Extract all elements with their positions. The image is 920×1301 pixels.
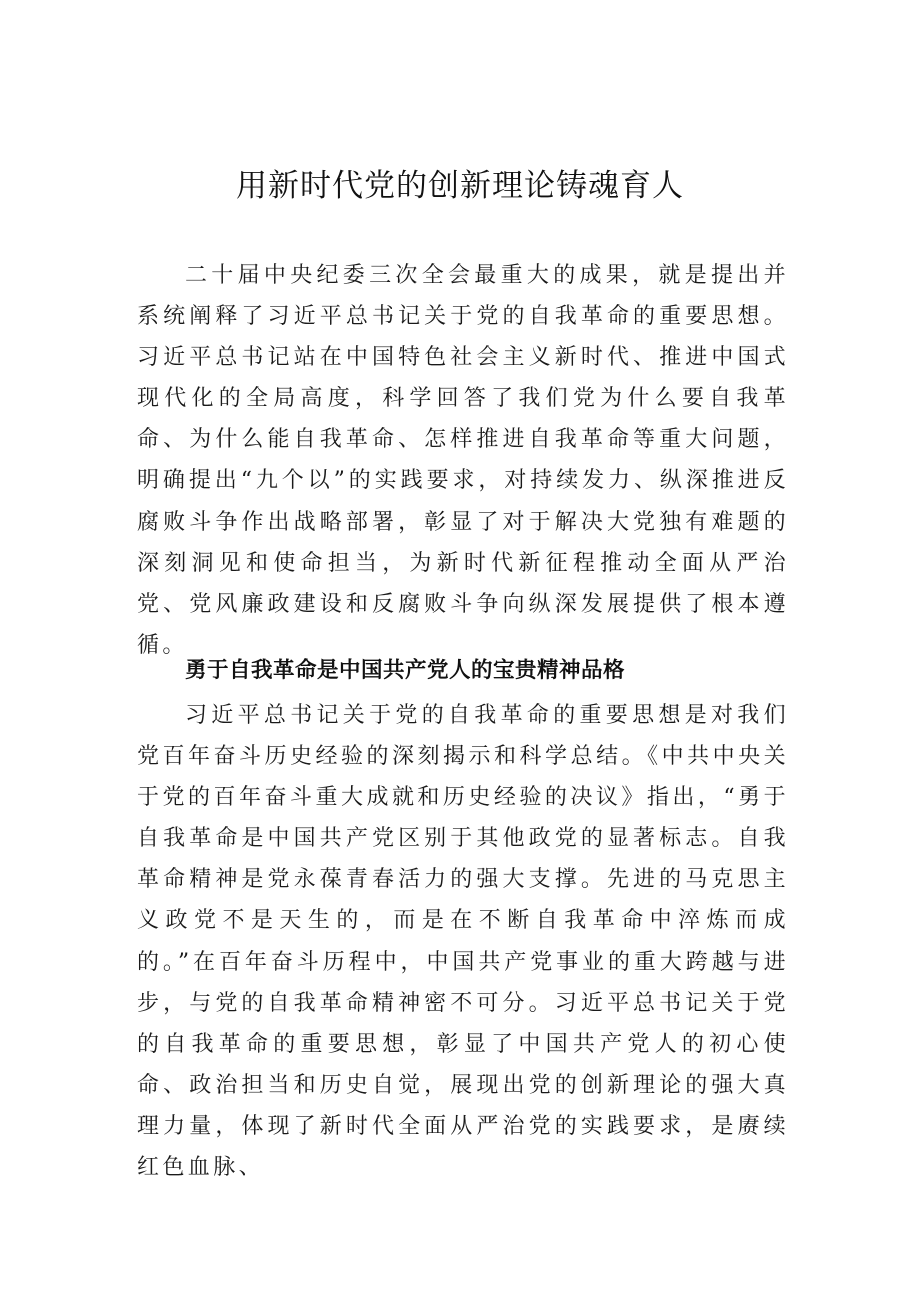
paragraph-section-body: 习近平总书记关于党的自我革命的重要思想是对我们党百年奋斗历史经验的深刻揭示和科学总结。《中共中央关于党的百年奋斗重大成就和历史经验的决议》指出，“勇于自我革命是中国共产党区别于其他政党的显著标志。自我革命精神是党永葆青春活力的强大支撑。先进的马克思主义政党不是天生的，而是在不断自我革命中淬炼而成的。”在百年奋斗历程中，中国共产党事业的重大跨越与进步，与党的自我革命精神密不可分。习近平总书记关于党的自我革命的重要思想，彰显了中国共产党人的初心使命、政治担当和历史自觉，展现出党的创新理论的强大真理力量，体现了新时代全面从严治党的实践要求，是赓续红色血脉、 — [137, 703, 789, 1181]
document-title: 用新时代党的创新理论铸魂育人 — [236, 168, 684, 204]
paragraph-intro: 二十届中央纪委三次全会最重大的成果，就是提出并系统阐释了习近平总书记关于党的自我革命的重要思想。习近平总书记站在中国特色社会主义新时代、推进中国式现代化的全局高度，科学回答了我们党为什么要自我革命、为什么能自我革命、怎样推进自我革命等重大问题，明确提出“九个以”的实践要求，对持续发力、纵深推进反腐败斗争作出战略部署，彰显了对于解决大党独有难题的深刻洞见和使命担当，为新时代新征程推动全面从严治党、党风廉政建设和反腐败斗争向纵深发展提供了根本遵循。 — [137, 263, 789, 658]
section-heading: 勇于自我革命是中国共产党人的宝贵精神品格 — [185, 658, 626, 683]
